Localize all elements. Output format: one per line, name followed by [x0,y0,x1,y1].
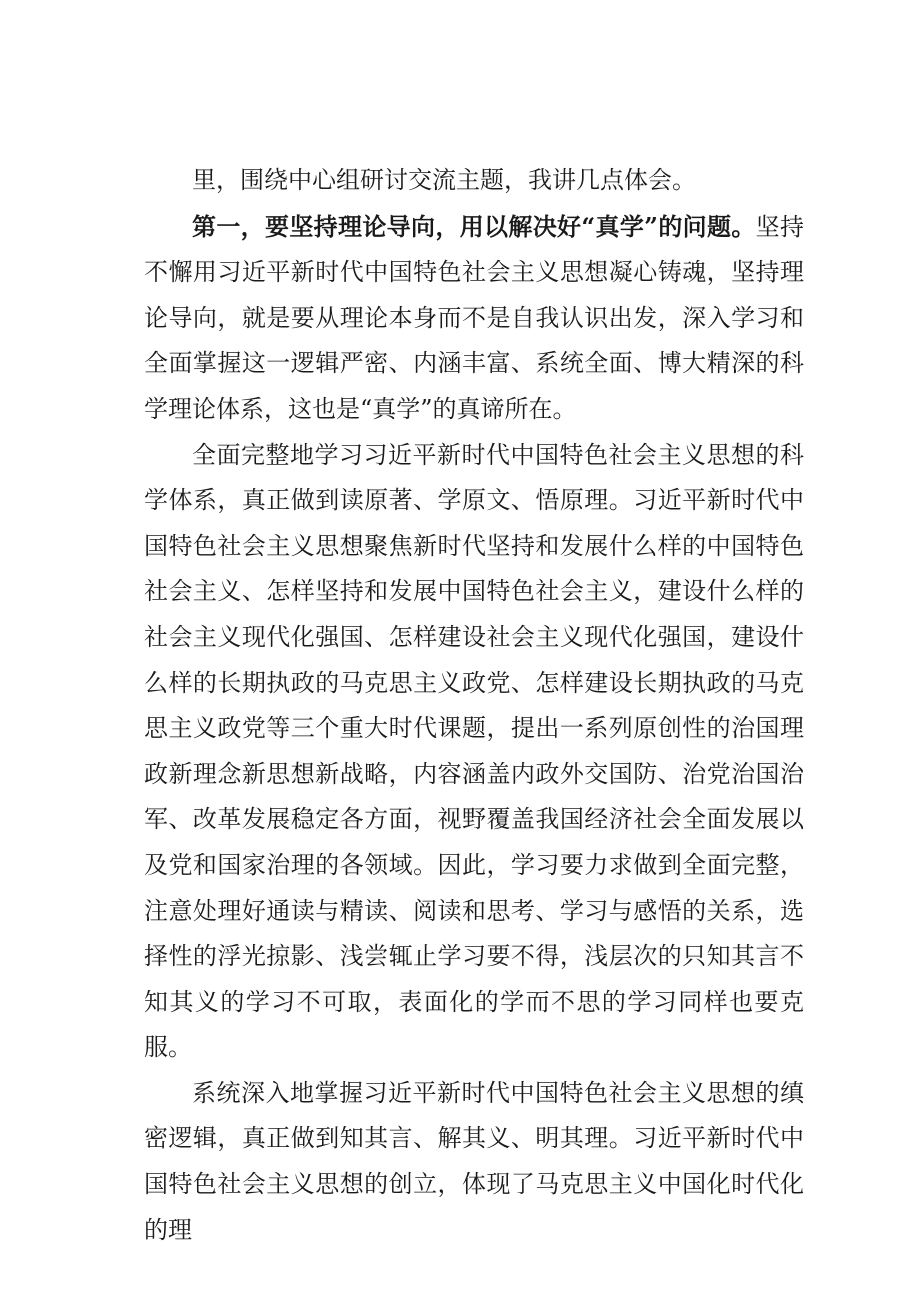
section-heading: 第一，要坚持理论导向，用以解决好“真学”的问题。 [192,211,756,241]
paragraph-complete-study [144,433,804,1071]
paragraph-systematic-study [144,1071,804,1253]
paragraph-text: 坚持不懈用习近平新时代中国特色社会主义思想凝心铸魂，坚持理论导向，就是要从理论本身而不是自我认识出发，深入学习和全面掌握这一逻辑严密、内涵丰富、系统全面、博大精深的科学理论体系，这也是“真学”的真谛所在。 [144,212,805,423]
document-body [144,158,804,1253]
paragraph-continuation [144,158,804,204]
paragraph-text: 全面完整地学习习近平新时代中国特色社会主义思想的科学体系，真正做到读原著、学原文、悟原理。习近平新时代中国特色社会主义思想聚焦新时代坚持和发展什么样的中国特色社会主义、怎样坚持和发展中国特色社会主义，建设什么样的社会主义现代化强国、怎样建设社会主义现代化强国，建设什么样的长期执政的马克思主义政党、怎样建设长期执政的马克思主义政党等三个重大时代课题，提出一系列原创性的治国理政新理念新思想新战略，内容涵盖内政外交国防、治党治国治军、改革发展稳定各方面，视野覆盖我国经济社会全面发展以及党和国家治理的各领域。因此，学习要力求做到全面完整，注意处理好通读与精读、阅读和思考、学习与感悟的关系，选择性的浮光掠影、浅尝辄止学习要不得，浅层次的只知其言不知其义的学习不可取，表面化的学而不思的学习同样也要克服。 [144,440,804,1062]
paragraph-text: 里，围绕中心组研讨交流主题，我讲几点体会。 [192,166,696,194]
paragraph-section-one [144,204,804,433]
paragraph-text: 系统深入地掌握习近平新时代中国特色社会主义思想的缜密逻辑，真正做到知其言、解其义、明其理。习近平新时代中国特色社会主义思想的创立，体现了马克思主义中国化时代化的理 [144,1078,804,1244]
